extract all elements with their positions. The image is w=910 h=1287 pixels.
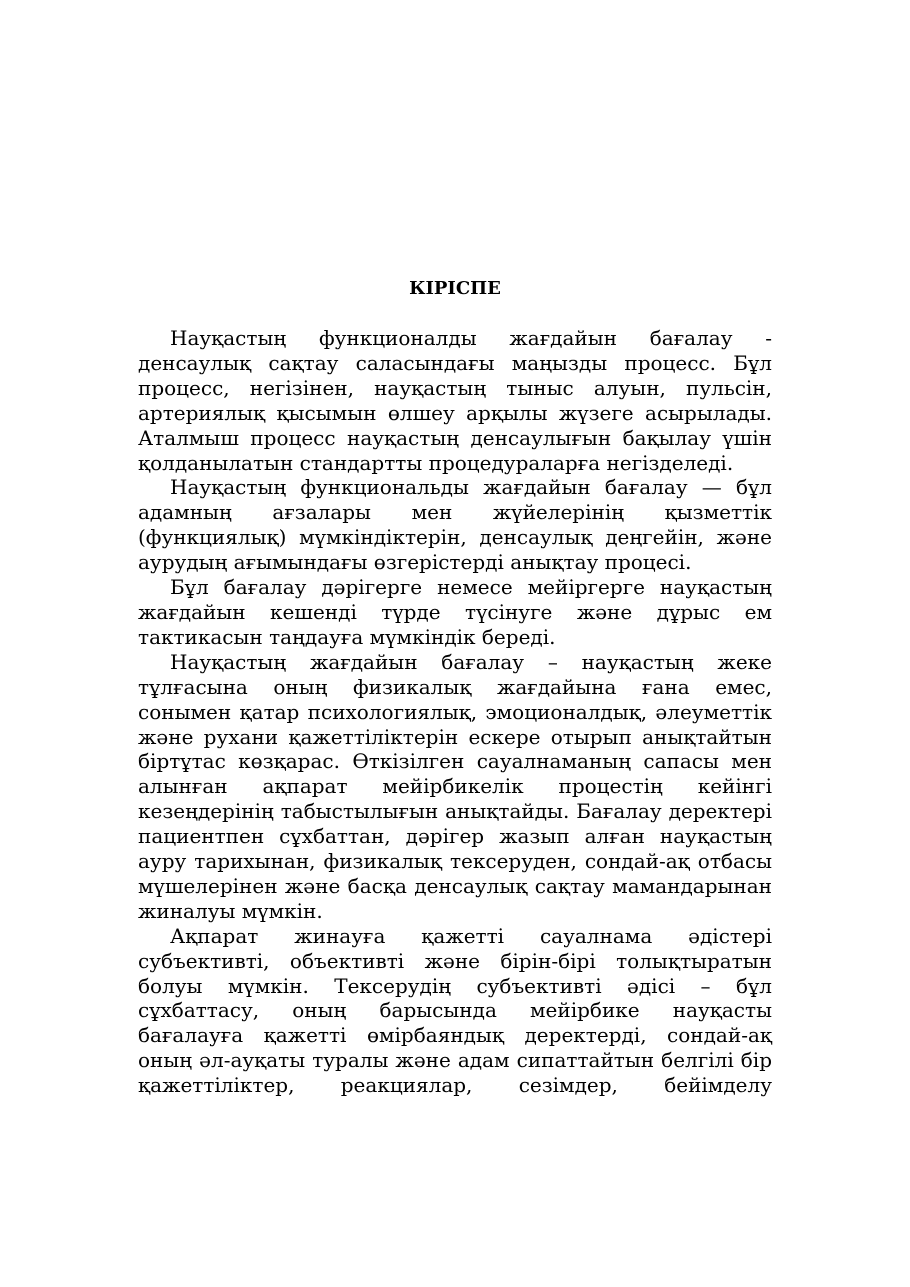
paragraph-4: Науқастың жағдайын бағалау – науқастың жеке тұлғасына оның физикалық жағдайына ғана емес, сонымен қатар психологиялық, эмоционалдық, әлеуметтік және рухани қажеттіліктерін ескере отырып анықтайтын біртұтас көзқарас. Өткізілген сауалнаманың сапасы мен алынған ақпарат мейірбикелік процестің кейінгі кезеңдерінің табыстылығын анықтайды. Бағалау деректері пациентпен сұхбаттан, дәрігер жазып алған науқастың ауру тарихынан, физикалық тексеруден, сондай-ақ отбасы мүшелерінен және басқа денсаулық сақтау мамандарынан жиналуы мүмкін. bbox=[138, 649, 772, 923]
page-title: КІРІСПЕ bbox=[409, 278, 501, 299]
paragraph-2: Науқастың функциональды жағдайын бағалау — бұл адамның ағзалары мен жүйелерінің қызметтік (функциялық) мүмкіндіктерін, денсаулық деңгейін, және аурудың ағымындағы өзгерістерді анықтау процесі. bbox=[138, 475, 772, 575]
document-body bbox=[138, 277, 772, 1098]
paragraph-5: Ақпарат жинауға қажетті сауалнама әдістері субъективті, объективті және бірін-бірі толықтыратын болуы мүмкін. Тексерудің субъективті әдісі – бұл сұхбаттасу, оның барысында мейірбике науқасты бағалауға қажетті өмірбаяндық деректерді, сондай-ақ оның әл-ауқаты туралы және адам сипаттайтын белгілі бір қажеттіліктер, реакциялар, сезімдер, бейімделу bbox=[138, 923, 772, 1098]
paragraph-1: Науқастың функционалды жағдайын бағалау - денсаулық сақтау саласындағы маңызды процесс. Бұл процесс, негізінен, науқастың тыныс алуын, пульсін, артериялық қысымын өлшеу арқылы жүзеге асырылады. Аталмыш процесс науқастың денсаулығын бақылау үшін қолданылатын стандартты процедураларға негізделеді. bbox=[138, 326, 772, 475]
paragraph-3: Бұл бағалау дәрігерге немесе мейіргерге науқастың жағдайын кешенді түрде түсінуге және дұрыс ем тактикасын таңдауға мүмкіндік береді. bbox=[138, 575, 772, 649]
